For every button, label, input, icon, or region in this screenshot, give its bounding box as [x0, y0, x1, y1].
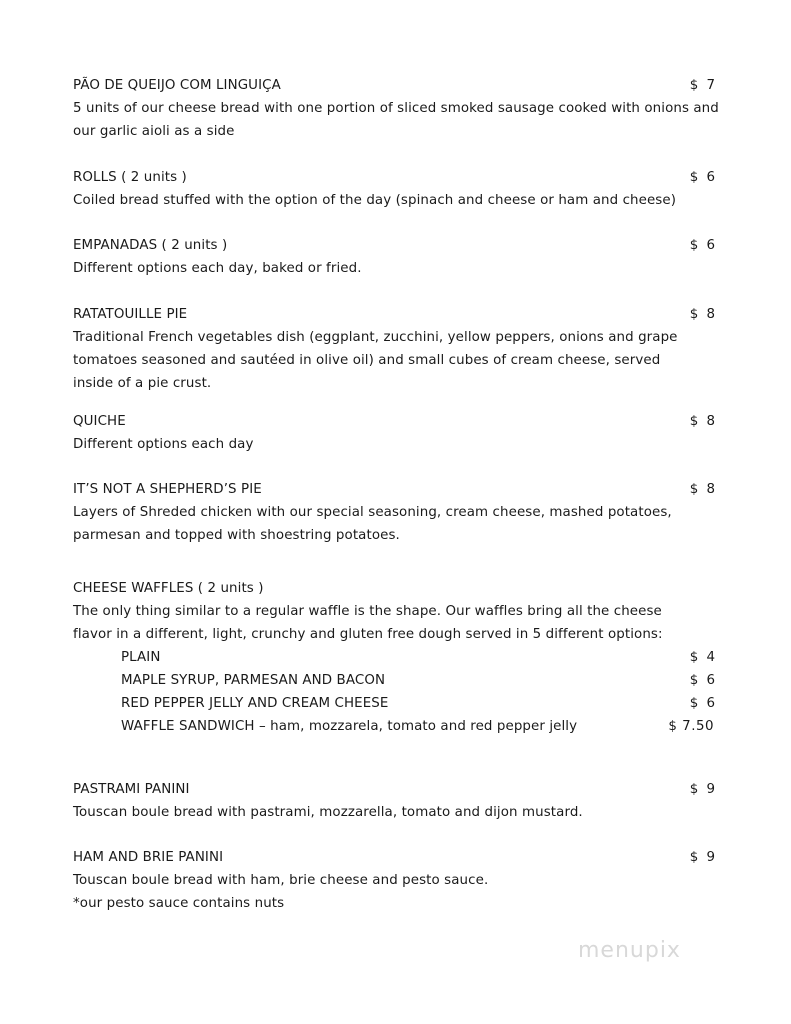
item-description: Layers of Shreded chicken with our special seasoning, cream cheese, mashed potatoes, [73, 505, 672, 520]
item-name: HAM AND BRIE PANINI [73, 850, 224, 865]
item-name: EMPANADAS ( 2 units ) [73, 238, 228, 253]
item-name: PASTRAMI PANINI [73, 782, 190, 797]
item-description: Coiled bread stuffed with the option of the day (spinach and cheese or ham and cheese) [73, 193, 677, 208]
item-description: Touscan boule bread with ham, brie cheese and pesto sauce. [73, 873, 489, 888]
item-description: The only thing similar to a regular waffle is the shape. Our waffles bring all the cheese [73, 604, 662, 619]
option-price: $ 6 [689, 696, 717, 711]
item-description: Different options each day, baked or fried. [73, 261, 362, 276]
item-price: $ 9 [689, 850, 717, 865]
item-description: inside of a pie crust. [73, 376, 212, 391]
item-price: $ 8 [689, 307, 717, 322]
item-name: QUICHE [73, 414, 126, 429]
item-description: Different options each day [73, 437, 254, 452]
option-name: MAPLE SYRUP, PARMESAN AND BACON [121, 673, 386, 688]
option-price: $ 7.50 [668, 719, 714, 734]
item-price: $ 6 [689, 170, 717, 185]
item-description: 5 units of our cheese bread with one portion of sliced smoked sausage cooked with onions and [73, 101, 719, 116]
watermark-logo: menupix [578, 938, 681, 963]
item-description: Traditional French vegetables dish (eggplant, zucchini, yellow peppers, onions and grape [73, 330, 678, 345]
item-name: CHEESE WAFFLES ( 2 units ) [73, 581, 264, 596]
item-description: parmesan and topped with shoestring potatoes. [73, 528, 400, 543]
item-note: *our pesto sauce contains nuts [73, 896, 285, 911]
item-name: RATATOUILLE PIE [73, 307, 188, 322]
item-description: flavor in a different, light, crunchy and gluten free dough served in 5 different options: [73, 627, 663, 642]
item-price: $ 6 [689, 238, 717, 253]
item-name: IT’S NOT A SHEPHERD’S PIE [73, 482, 262, 497]
option-price: $ 6 [689, 673, 717, 688]
option-name: PLAIN [121, 650, 161, 665]
item-description: our garlic aioli as a side [73, 124, 235, 139]
item-price: $ 7 [689, 78, 717, 93]
item-description: tomatoes seasoned and sautéed in olive oil) and small cubes of cream cheese, served [73, 353, 661, 368]
option-name: WAFFLE SANDWICH – ham, mozzarela, tomato and red pepper jelly [121, 719, 578, 734]
option-price: $ 4 [689, 650, 717, 665]
item-name: PÃO DE QUEIJO COM LINGUIÇA [73, 78, 281, 93]
item-price: $ 8 [689, 482, 717, 497]
item-description: Touscan boule bread with pastrami, mozzarella, tomato and dijon mustard. [73, 805, 583, 820]
item-name: ROLLS ( 2 units ) [73, 170, 187, 185]
option-name: RED PEPPER JELLY AND CREAM CHEESE [121, 696, 389, 711]
item-price: $ 9 [689, 782, 717, 797]
item-price: $ 8 [689, 414, 717, 429]
